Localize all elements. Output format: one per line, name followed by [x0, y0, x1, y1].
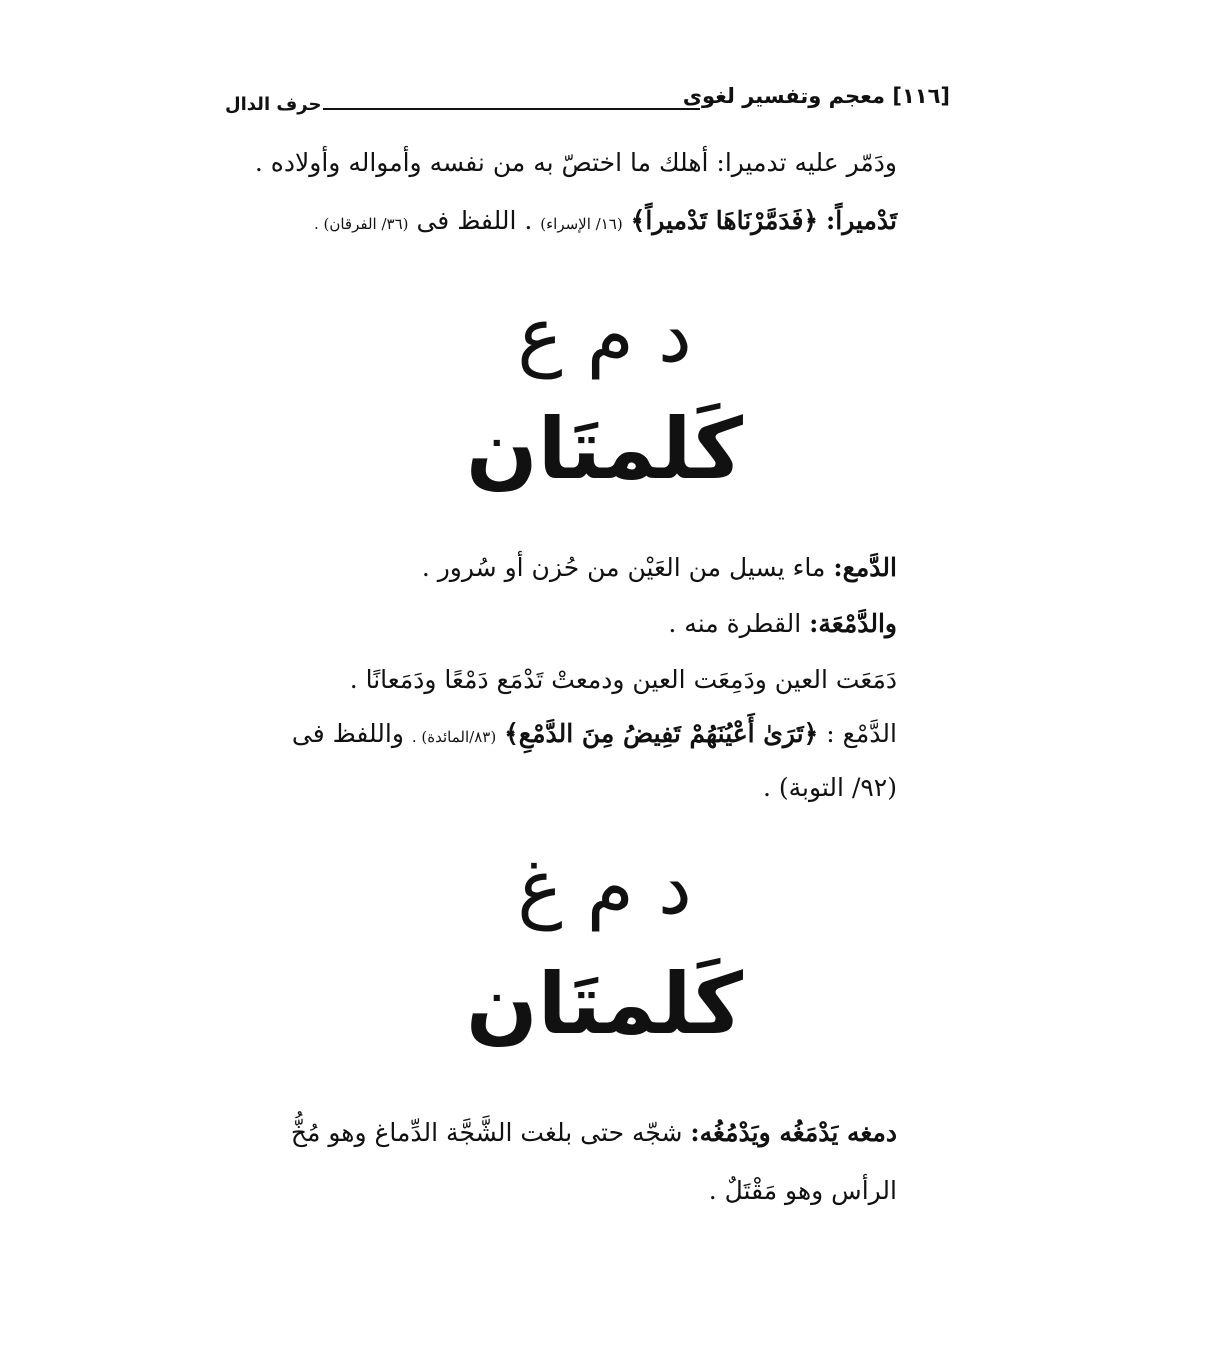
- page-title: [١١٦] معجم وتفسير لغوى: [682, 84, 950, 108]
- entry-text: القطرة منه .: [668, 609, 802, 638]
- entry-term: والدَّمْعَة:: [809, 609, 897, 638]
- entry-damgh-line-1: [291, 1118, 897, 1147]
- entry-dam-line-1: [422, 553, 897, 582]
- root-heading-dma: د م ع: [517, 290, 692, 379]
- entry-text: الرأس وهو مَقْتَلٌ .: [708, 1176, 897, 1205]
- quran-verse: ﴿فَدَمَّرْنَاهَا تَدْميراً﴾: [630, 206, 819, 235]
- entry-text: دَمَعَت العين ودَمِعَت العين ودمعتْ تَدْمَع دَمْعًا ودَمَعانًا .: [349, 665, 897, 694]
- entry-text: شجّه حتى بلغت الشَّجَّة الدِّماغ وهو مُخُّ: [290, 1118, 683, 1147]
- root-word-count: كَلمتَان: [466, 400, 743, 498]
- running-header: [225, 80, 950, 120]
- entry-dam-line-3: [350, 665, 897, 694]
- verse-reference: (٣٦/ الفرقان) .: [313, 215, 409, 233]
- entry-dam-line-5: [763, 773, 897, 802]
- verse-reference: (١٦/ الإسراء): [540, 215, 623, 233]
- root-word-count: كَلمتَان: [466, 955, 743, 1053]
- entry-dam-line-4: [292, 719, 897, 748]
- entry-text: ماء يسيل من العَيْن من حُزن أو سُرور .: [421, 553, 826, 582]
- header-rule: [323, 108, 700, 110]
- entry-text: . اللفظ فى: [416, 206, 533, 235]
- entry-damgh-line-2: [709, 1176, 897, 1205]
- entry-text: واللفظ فى: [291, 719, 404, 748]
- entry-term: الدَّمع:: [833, 553, 897, 582]
- root-heading-dmgh: د م غ: [517, 842, 692, 931]
- entry-term: تَدْميراً:: [826, 206, 897, 235]
- entry-tadmir-line-2: [314, 206, 897, 235]
- verse-reference: (٩٢/ التوبة) .: [762, 773, 897, 802]
- verse-reference: (٨٣/المائدة) .: [411, 728, 497, 746]
- entry-dam-line-2: [668, 609, 897, 638]
- entry-text: ودَمّر عليه تدميرا: أهلك ما اختصّ به من نفسه وأمواله وأولاده .: [254, 148, 897, 177]
- entry-term: الدَّمْع :: [826, 719, 897, 748]
- quran-verse: ﴿تَرَىٰ أَعْيُنَهُمْ تَفِيضُ مِنَ الدَّمْعِ﴾: [504, 719, 819, 748]
- entry-term: دمغه يَدْمَغُه ويَدْمُغُه:: [690, 1118, 897, 1147]
- chapter-title: حرف الدال: [225, 94, 322, 115]
- entry-tadmir-line-1: [255, 148, 897, 177]
